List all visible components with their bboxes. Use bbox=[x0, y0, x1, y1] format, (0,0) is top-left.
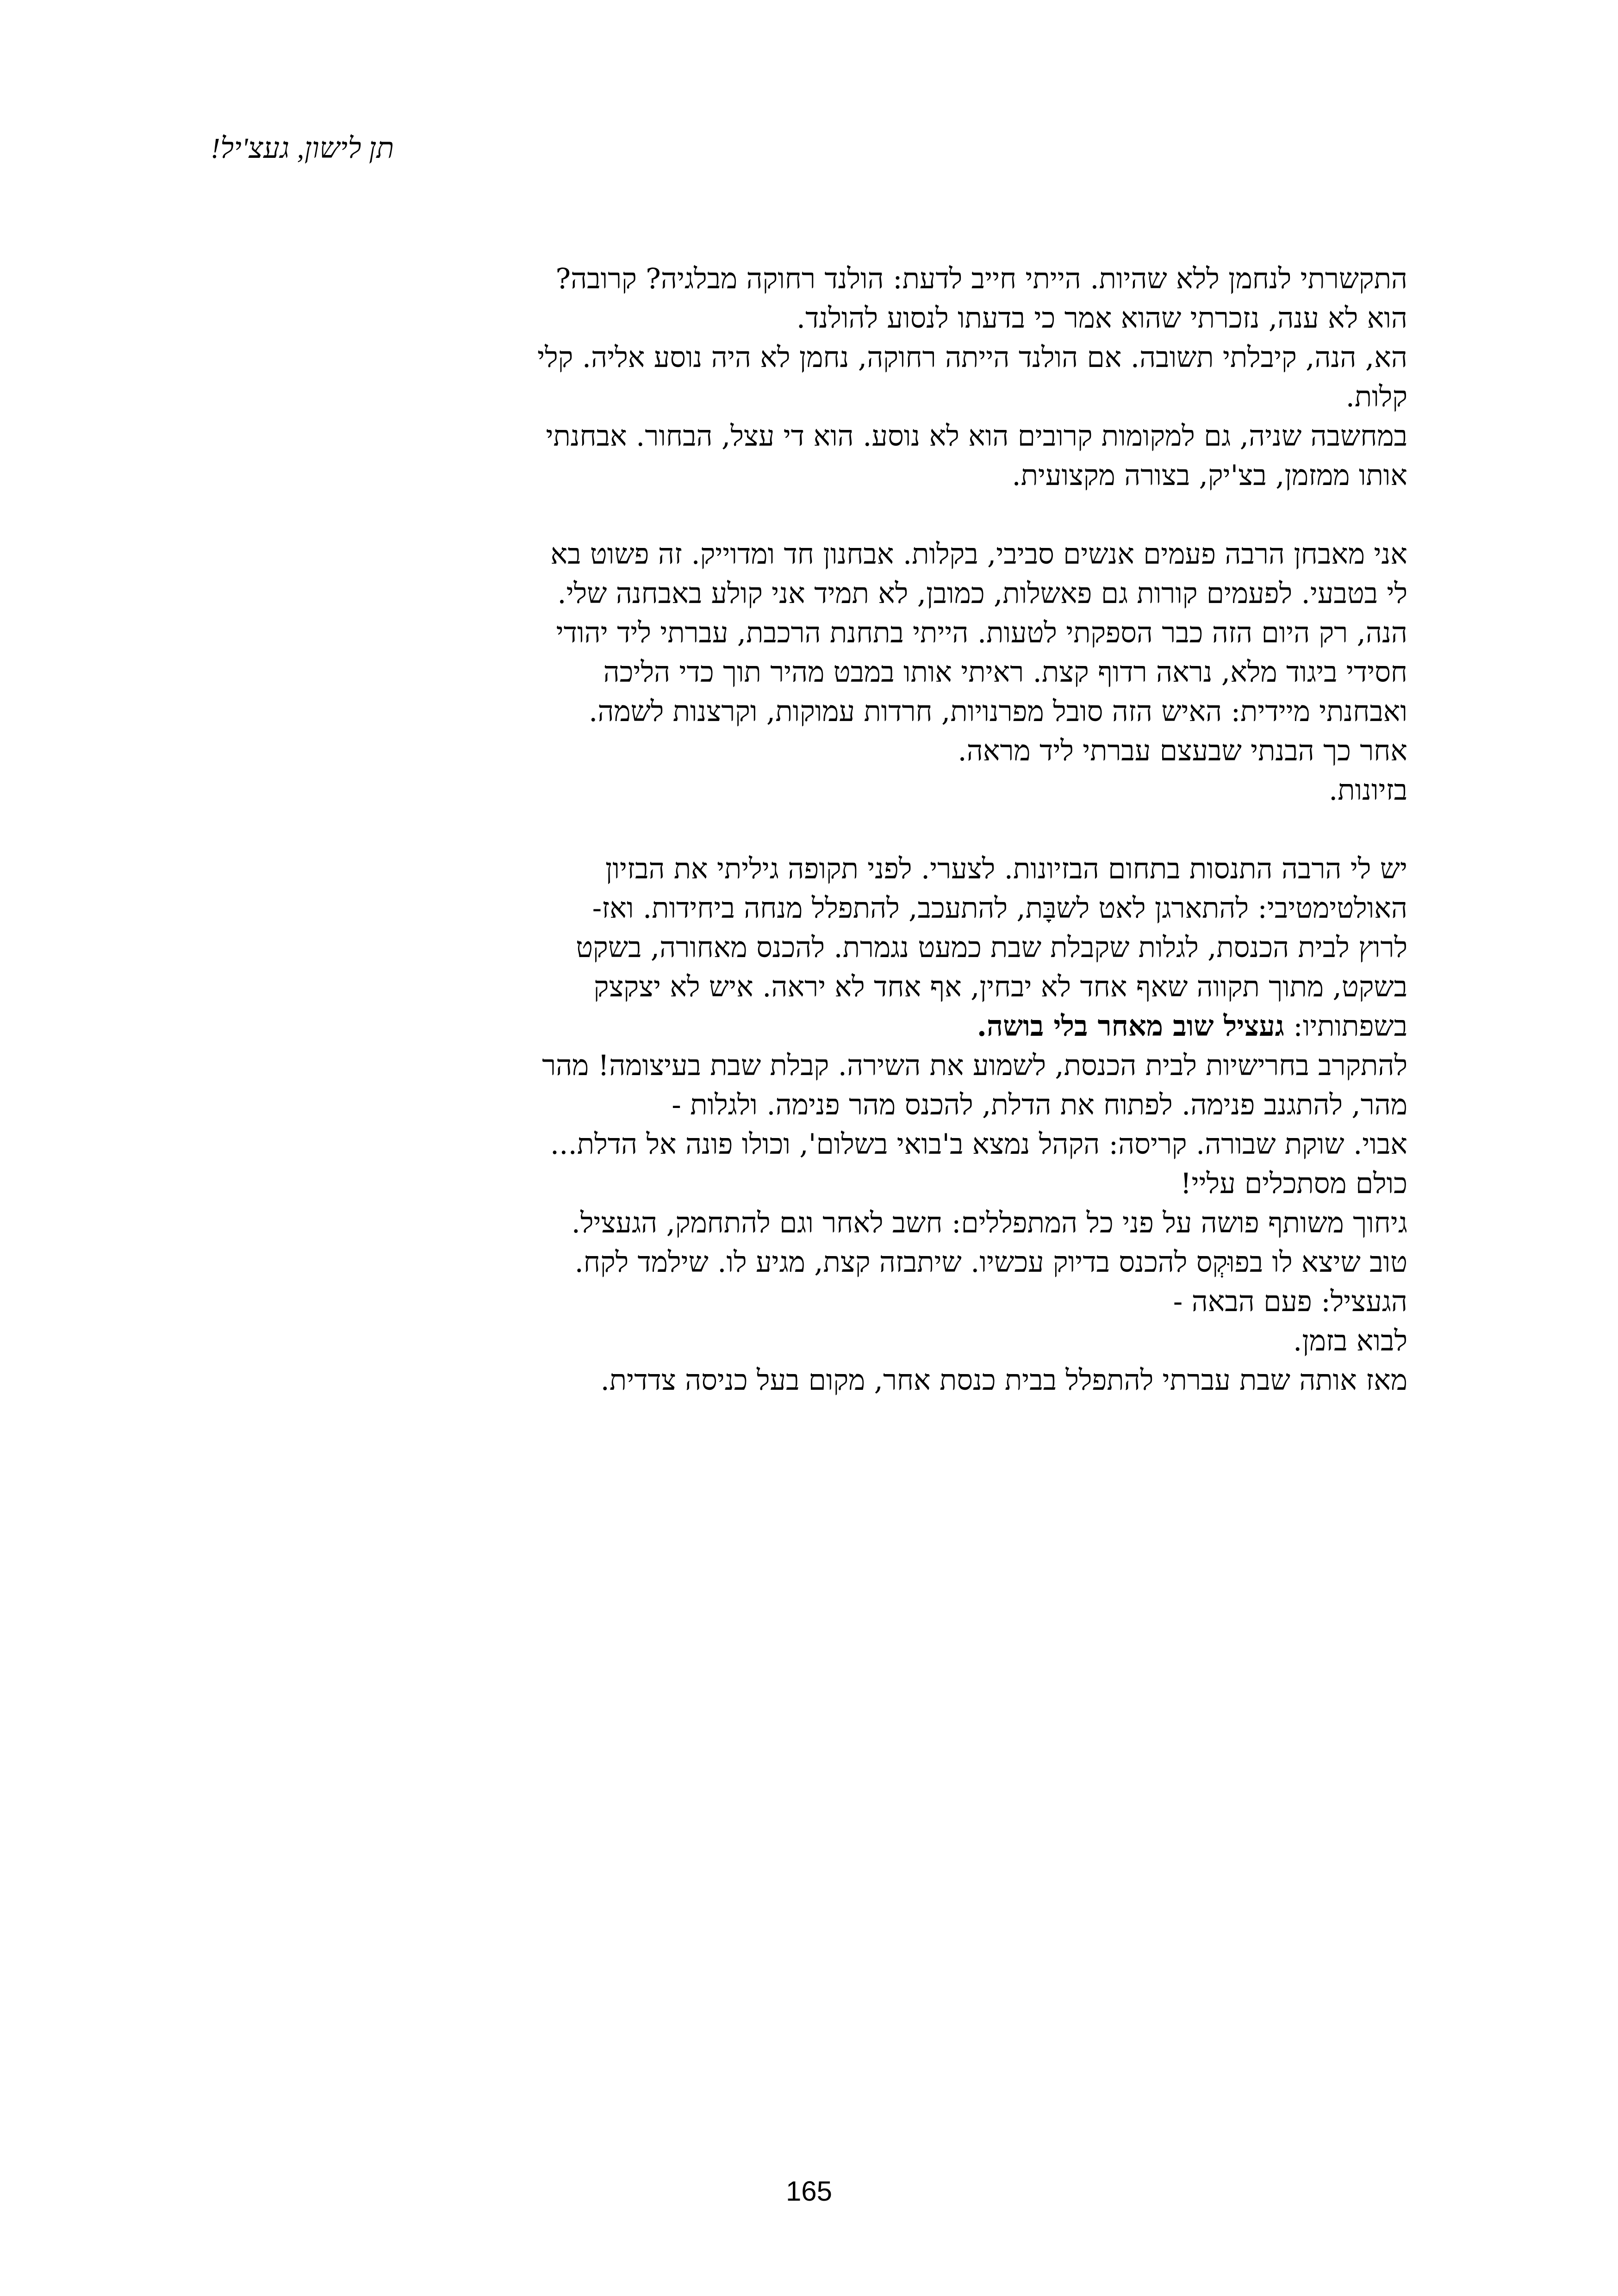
text-line: יש לי הרבה התנסות בתחום הבזיונות. לצערי. לפני תקופה גיליתי את הבזיון bbox=[605, 852, 1407, 885]
page-number: 165 bbox=[785, 2176, 833, 2207]
text-line: התקשרתי לנחמן ללא שהיות. הייתי חייב לדעת: הולנד רחוקה מבלגיה? קרובה? bbox=[555, 262, 1407, 295]
running-head: תן לישון, געצ'יל! bbox=[211, 133, 394, 164]
text-line: הגעציל: פעם הבאה - bbox=[1173, 1285, 1407, 1318]
text-line: חסידי ביגוד מלא, נראה רדוף קצת. ראיתי אותו במבט מהיר תוך כדי הליכה bbox=[603, 656, 1407, 689]
text-line: לבוא בזמן. bbox=[1293, 1325, 1407, 1357]
text-line: אבוי. שוקת שבורה. קריסה: הקהל נמצא ב'בואי בשלום', וכולו פונה אל הדלת... bbox=[550, 1128, 1407, 1161]
text-line: בשפתותיו: געציל שוב מאחר בלי בושה. bbox=[977, 1010, 1407, 1043]
text-line: בזיונות. bbox=[1328, 774, 1407, 807]
text-line: קלות. bbox=[1345, 380, 1407, 413]
text-line: ואבחנתי מיידית: האיש הזה סובל מפרנויות, חרדות עמוקות, וקרצנות לשמה. bbox=[588, 695, 1407, 728]
text-line: טוב שיצא לו בפוּקְס להכנס בדיוק עכשיו. שיתבזה קצת, מגיע לו. שילמד לקח. bbox=[574, 1246, 1407, 1279]
text-line: לרוץ לבית הכנסת, לגלות שקבלת שבת כמעט נגמרת. להכנס מאחורה, בשקט bbox=[576, 931, 1407, 964]
paragraph-1 bbox=[209, 259, 1407, 495]
text-line: מאז אותה שבת עברתי להתפלל בבית כנסת אחר, מקום בעל כניסה צדדית. bbox=[600, 1364, 1407, 1397]
text-line: מהר, להתגנב פנימה. לפתוח את הדלת, להכנס מהר פנימה. ולגלות - bbox=[672, 1089, 1407, 1121]
text-line: אחר כך הבנתי שבעצם עברתי ליד מראה. bbox=[958, 734, 1407, 767]
text-line: במחשבה שניה, גם למקומות קרובים הוא לא נוסע. הוא די עצל, הבחור. אבחנתי bbox=[546, 420, 1407, 453]
text-line: בשקט, מתוך תקווה שאף אחד לא יבחין, אף אחד לא יראה. איש לא יצקצק bbox=[593, 971, 1407, 1003]
paragraph-2 bbox=[209, 535, 1407, 810]
text-line: כולם מסתכלים עליי! bbox=[1180, 1167, 1407, 1200]
paragraph-3 bbox=[209, 849, 1407, 1400]
text-line: להתקרב בחרישיות לבית הכנסת, לשמוע את השירה. קבלת שבת בעיצומה! מהר bbox=[542, 1049, 1407, 1082]
text-line: הוא לא ענה, נזכרתי שהוא אמר כי בדעתו לנסוע להולנד. bbox=[796, 302, 1407, 335]
text-line: לי בטבעי. לפעמים קורות גם פאשלות, כמובן, לא תמיד אני קולע באבחנה שלי. bbox=[557, 577, 1407, 610]
body-text-column bbox=[209, 259, 1407, 1400]
text-line: האולטימטיבי: להתארגן לאט לשבָּת, להתעכב, להתפלל מנחה ביחידות. ואז- bbox=[592, 892, 1407, 925]
text-line: הנה, רק היום הזה כבר הספקתי לטעות. הייתי בתחנת הרכבת, עברתי ליד יהודי bbox=[556, 616, 1407, 649]
text-line: אני מאבחן הרבה פעמים אנשים סביבי, בקלות. אבחנון חד ומדוייק. זה פשוט בא bbox=[550, 538, 1407, 571]
text-line: הא, הנה, קיבלתי תשובה. אם הולנד הייתה רחוקה, נחמן לא היה נוסע אליה. קלי bbox=[537, 341, 1407, 374]
text-line: אותו ממזמן, בצ'יק, בצורה מקצועית. bbox=[1012, 459, 1407, 492]
text-line: גיחוך משותף פושה על פני כל המתפללים: חשב לאחר וגם להתחמק, הגעציל. bbox=[571, 1207, 1407, 1239]
